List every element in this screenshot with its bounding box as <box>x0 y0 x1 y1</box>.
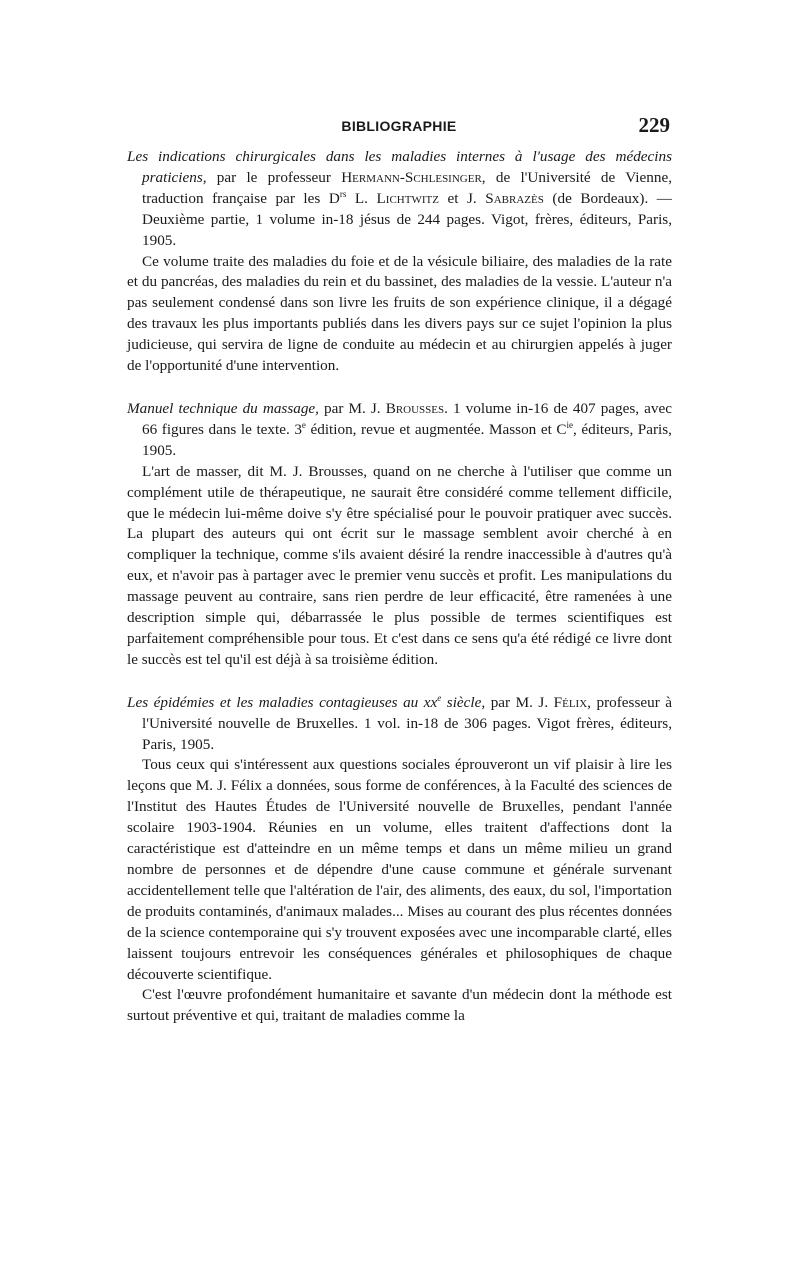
author-name: Lichtwitz <box>376 189 439 207</box>
page-header <box>128 113 670 138</box>
entry-reference: Les indications chirurgicales dans les maladies internes à l'usage des médecins praticiens, par le professeur Hermann-Schlesinger, de l'Université de Vienne, traduction française par les $D^{rs}$ L. Lichtwitz et J. Sabrazès (de Bordeaux). — Deuxième partie, 1 volume in-18 jésus de 244 pages. Vigot, frères, éditeurs, Paris, 1905. <box>127 148 672 249</box>
bibliography-entry <box>127 147 672 377</box>
bibliography-entry <box>127 693 672 1028</box>
bibliography-entry <box>127 399 672 671</box>
author-name: Hermann-Schlesinger <box>341 168 482 186</box>
book-title: Les indications chirurgicales dans les maladies internes à l'usage des médecins praticiens, <box>127 148 672 186</box>
author-name: Sabrazès <box>485 189 544 207</box>
review-paragraph: Tous ceux qui s'intéressent aux questions sociales éprouveront un vif plaisir à lire les leçons que M. J. Félix a données, sous forme de conférences, à la Faculté des sciences de l'Institut des Hautes Études de l'Université nouvelle de Bruxelles, pendant l'année scolaire 1903-1904. Réunies en un volume, elles traitent d'affections dont la caractéristique est d'atteindre en un même temps et dans un même milieu un grand nombre de personnes et de dépendre d'une cause commune et générale survenant accidentellement telle que l'altération de l'air, des aliments, des eaux, du sol, l'importation de produits contaminés, d'animaux malades... Mises au courant des plus récentes données de la science contemporaine qui s'y trouvent exposées avec une incomparable clarté, elles laissent toujours entrevoir les conséquences générales et philosophiques de chaque découverte scientifique. <box>127 756 672 983</box>
review-paragraph: Ce volume traite des maladies du foie et de la vésicule biliaire, des maladies de la rate et du pancréas, des maladies du rein et du bassinet, des maladies de la vessie. L'auteur n'a pas seulement condensé dans son livre les fruits de son expérience clinique, il a dégagé des travaux les plus importants publiés dans les divers pays sur ce sujet l'opinion la plus judicieuse, qui servira de ligne de conduite au médecin et au chirurgien appelés à juger de l'opportunité d'une intervention. <box>127 252 672 375</box>
running-head: BIBLIOGRAPHIE <box>341 118 457 134</box>
page-body <box>127 147 672 1027</box>
page-number: 229 <box>638 113 670 137</box>
review-paragraph: L'art de masser, dit M. J. Brousses, quand on ne cherche à l'utiliser que comme un complément utile de thérapeutique, ne saurait être considéré comme tellement difficile, que le médecin lui-même doive s'y être spécialisé pour le pouvoir pratiquer avec succès. La plupart des auteurs qui ont écrit sur le massage semblent avoir cherché à en compliquer la technique, comme s'ils avaient désiré la rendre inaccessible à d'autres qu'à eux, et n'avoir pas à partager avec le premier venu succès et profit. Les manipulations du massage peuvent au contraire, sans rien perdre de leur efficacité, être ramenées à une description simple qui, débarrassée le plus possible de termes scientifiques est parfaitement compréhensible pour tous. Et c'est dans ce sens qu'a été rédigé ce livre dont le succès est tel qu'il est déjà à sa troisième édition. <box>127 462 672 668</box>
author-name: Brousses <box>385 399 445 417</box>
review-paragraph: C'est l'œuvre profondément humanitaire et savante d'un médecin dont la méthode est surtout préventive et qui, traitant de maladies comme la <box>127 986 672 1025</box>
book-title: Les épidémies et les maladies contagieuses au $xx^e$ siècle, <box>127 692 486 711</box>
entry-spacer <box>127 671 672 693</box>
book-title: Manuel technique du massage, <box>127 399 319 417</box>
entry-spacer <box>127 377 672 399</box>
author-name: Félix <box>553 693 588 711</box>
entry-reference: Les épidémies et les maladies contagieuses au $xx^e$ siècle, par M. J. Félix, professeur à l'Université nouvelle de Bruxelles. 1 vol. in-18 de 306 pages. Vigot frères, éditeurs, Paris, 1905. <box>127 692 673 753</box>
entry-reference: Manuel technique du massage, par M. J. Brousses. 1 volume in-16 de 407 pages, avec 66 figures dans le texte. 3e édition, revue et augmentée. Masson et $C^{ie}$, éditeurs, Paris, 1905. <box>127 399 672 459</box>
